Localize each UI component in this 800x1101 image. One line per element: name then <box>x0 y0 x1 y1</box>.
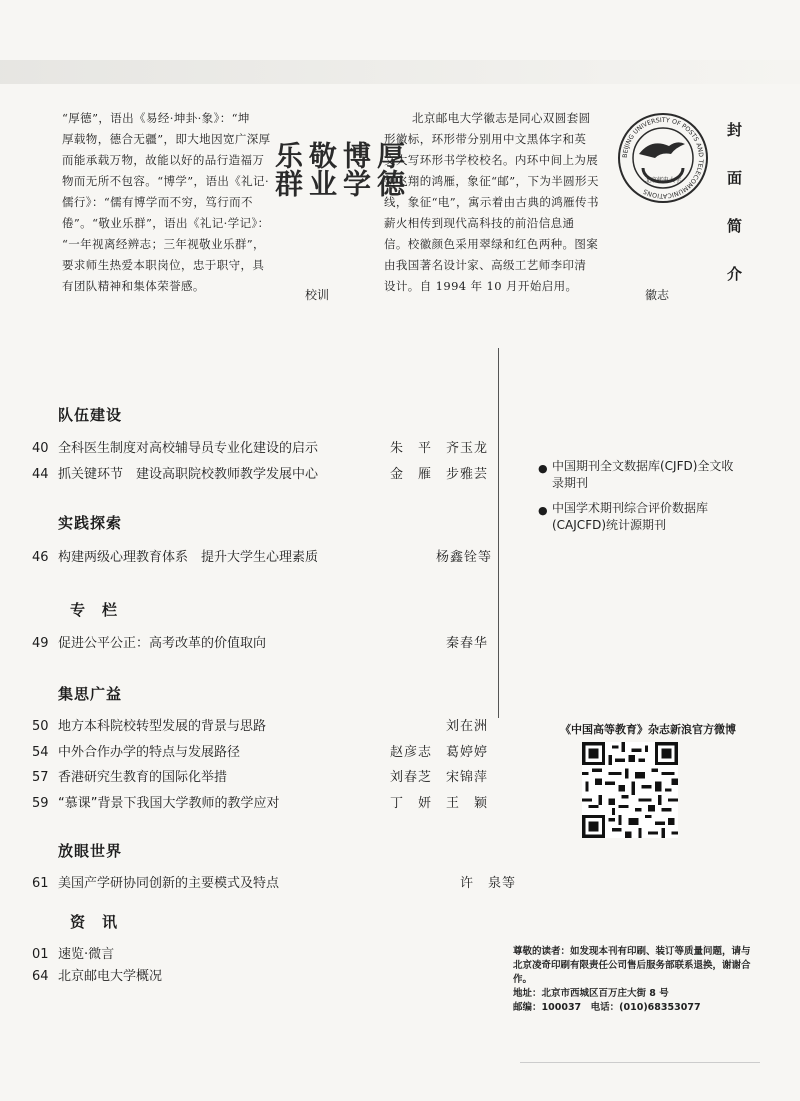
reader-notice <box>513 945 753 1015</box>
weibo-label: 《中国高等教育》杂志新浪官方微博 <box>560 723 736 736</box>
toc-entry[interactable] <box>32 945 502 965</box>
article-authors: 刘春芝 宋锦萍 <box>390 770 489 785</box>
article-title: 构建两级心理教育体系 提升大学生心理素质 <box>58 550 319 565</box>
page-number: 44 <box>32 467 49 482</box>
calligraphy-column: 敬业 <box>305 141 338 197</box>
toc-section-title: 专 栏 <box>70 601 119 619</box>
toc-entry[interactable] <box>32 794 502 814</box>
bullet-icon: ● <box>538 504 548 517</box>
emblem-ring-text <box>622 117 704 199</box>
article-title: 抓关键环节 建设高职院校教师教学发展中心 <box>58 467 319 482</box>
emblem-line: 翅飞翔的鸿雁，象征“邮”，下为半圆形天 <box>384 174 599 188</box>
article-title: 促进公平公正：高考改革的价值取向 <box>58 636 267 651</box>
page-number: 57 <box>32 770 49 785</box>
toc-entry[interactable] <box>32 717 502 737</box>
article-authors: 朱 平 齐玉龙 <box>390 441 489 456</box>
article-title: 速览·微言 <box>58 947 115 962</box>
page-number: 01 <box>32 947 49 962</box>
page-number: 59 <box>32 796 49 811</box>
toc-entry[interactable] <box>32 548 502 568</box>
database-item <box>538 458 738 492</box>
page-number: 40 <box>32 441 49 456</box>
database-label: 中国期刊全文数据库(CJFD)全文收录期刊 <box>552 459 734 490</box>
motto-caption: 校训 <box>305 288 330 302</box>
calligraphy-column: 乐群 <box>271 141 304 197</box>
toc-entry[interactable] <box>32 967 502 987</box>
side-title-char: 封 <box>727 121 743 139</box>
article-title: 北京邮电大学概况 <box>58 969 163 984</box>
article-title: 全科医生制度对高校辅导员专业化建设的启示 <box>58 441 319 456</box>
emblem-line: 信。校徽颜色采用翠绿和红色两种。图案 <box>384 237 599 251</box>
notice-address: 地址：北京市西城区百万庄大街 8 号 <box>513 988 669 999</box>
toc-section-title: 集思广益 <box>58 685 123 703</box>
toc-section-title: 放眼世界 <box>58 842 123 860</box>
article-title: 地方本科院校转型发展的背景与思路 <box>58 719 267 734</box>
article-authors: 杨鑫铨等 <box>436 550 493 565</box>
emblem-line: 由我国著名设计家、高级工艺师李印清 <box>384 258 587 272</box>
database-label: 中国学术期刊综合评价数据库(CAJCFD)统计源期刊 <box>552 501 709 532</box>
motto-line: 物而无所不包容。“博学”，语出《礼记· <box>62 174 270 188</box>
footer-rule <box>520 1062 760 1063</box>
calligraphy-column: 博学 <box>339 141 372 197</box>
toc-entry[interactable] <box>32 768 502 788</box>
toc-entry[interactable] <box>32 743 502 763</box>
calligraphy-column: 厚德 <box>373 141 406 197</box>
article-authors: 刘在洲 <box>446 719 489 734</box>
article-title: 美国产学研协同创新的主要模式及特点 <box>58 876 280 891</box>
motto-line: 要求师生热爱本职岗位，忠于职守，具 <box>62 258 265 272</box>
motto-line: “一年视离经辨志；三年视敬业乐群”， <box>62 237 265 251</box>
article-authors: 赵彦志 葛婷婷 <box>390 745 489 760</box>
side-title-char: 介 <box>727 265 743 283</box>
qr-code-icon[interactable] <box>582 742 678 838</box>
column-divider <box>498 348 499 718</box>
toc-section-title: 队伍建设 <box>58 406 123 424</box>
article-authors: 秦春华 <box>446 636 489 651</box>
article-authors: 许 泉等 <box>460 876 517 891</box>
side-title-char: 简 <box>727 217 743 235</box>
emblem-line: 薪火相传到现代高科技的前沿信息通 <box>384 216 575 230</box>
cover-intro-title <box>727 120 747 312</box>
motto-line: 儒行》：“儒有博学而不穷，笃行而不 <box>62 195 253 209</box>
toc-entry[interactable] <box>32 439 502 459</box>
emblem-line: 北京邮电大学徽志是同心双圆套圆 <box>412 111 591 125</box>
emblem-cn-text: 北京邮电大学 <box>644 177 682 184</box>
toc-entry[interactable] <box>32 634 502 654</box>
page-number: 61 <box>32 876 49 891</box>
notice-text: 尊敬的读者：如发现本刊有印刷、装订等质量问题，请与北京凌奇印刷有限责任公司售后服务部联系退换，谢谢合作。 <box>513 946 751 985</box>
emblem-line: 文大写环形书学校校名。内环中间上为展 <box>384 153 599 167</box>
bullet-icon: ● <box>538 462 548 475</box>
emblem-line: 设计。自 1994 年 10 月开始启用。 <box>384 279 578 293</box>
toc-section-title: 资 讯 <box>70 913 119 931</box>
article-title: “慕课”背景下我国大学教师的教学应对 <box>58 796 280 811</box>
page-number: 49 <box>32 636 49 651</box>
article-title: 香港研究生教育的国际化举措 <box>58 770 228 785</box>
motto-line: “厚德”，语出《易经·坤卦·象》：“坤 <box>62 111 250 125</box>
side-title-char: 面 <box>727 169 743 187</box>
page-number: 50 <box>32 719 49 734</box>
emblem-ring-en: BEIJING UNIVERSITY OF POSTS AND TELECOMMUNICATIONS <box>621 116 705 200</box>
notice-contact: 邮编：100037 电话：(010)68353077 <box>513 1002 701 1013</box>
page-number: 46 <box>32 550 49 565</box>
toc-section-title: 实践探索 <box>58 514 123 532</box>
emblem-line: 线，象征“电”，寓示着由古典的鸿雁传书 <box>384 195 599 209</box>
toc-entry[interactable] <box>32 465 502 485</box>
motto-line: 有团队精神和集体荣誉感。 <box>62 279 205 293</box>
article-authors: 丁 妍 王 颖 <box>390 796 489 811</box>
emblem-line: 形徽标，环形带分别用中文黑体字和英 <box>384 132 587 146</box>
article-authors: 金 雁 步雅芸 <box>390 467 489 482</box>
motto-line: 厚载物，德合无疆”，即大地因宽广深厚 <box>62 132 271 146</box>
page-number: 54 <box>32 745 49 760</box>
emblem-paragraph <box>384 108 612 297</box>
emblem-caption: 徽志 <box>645 288 670 302</box>
database-item <box>538 500 738 534</box>
page-number: 64 <box>32 969 49 984</box>
motto-line: 倦”。“敬业乐群”，语出《礼记·学记》： <box>62 216 270 230</box>
article-title: 中外合作办学的特点与发展路径 <box>58 745 241 760</box>
motto-line: 而能承载万物，故能以好的品行造福万 <box>62 153 265 167</box>
header-band <box>0 60 800 84</box>
toc-entry[interactable] <box>32 874 517 894</box>
university-emblem-icon <box>617 112 709 204</box>
motto-paragraph <box>62 108 274 297</box>
indexing-databases <box>538 458 738 542</box>
